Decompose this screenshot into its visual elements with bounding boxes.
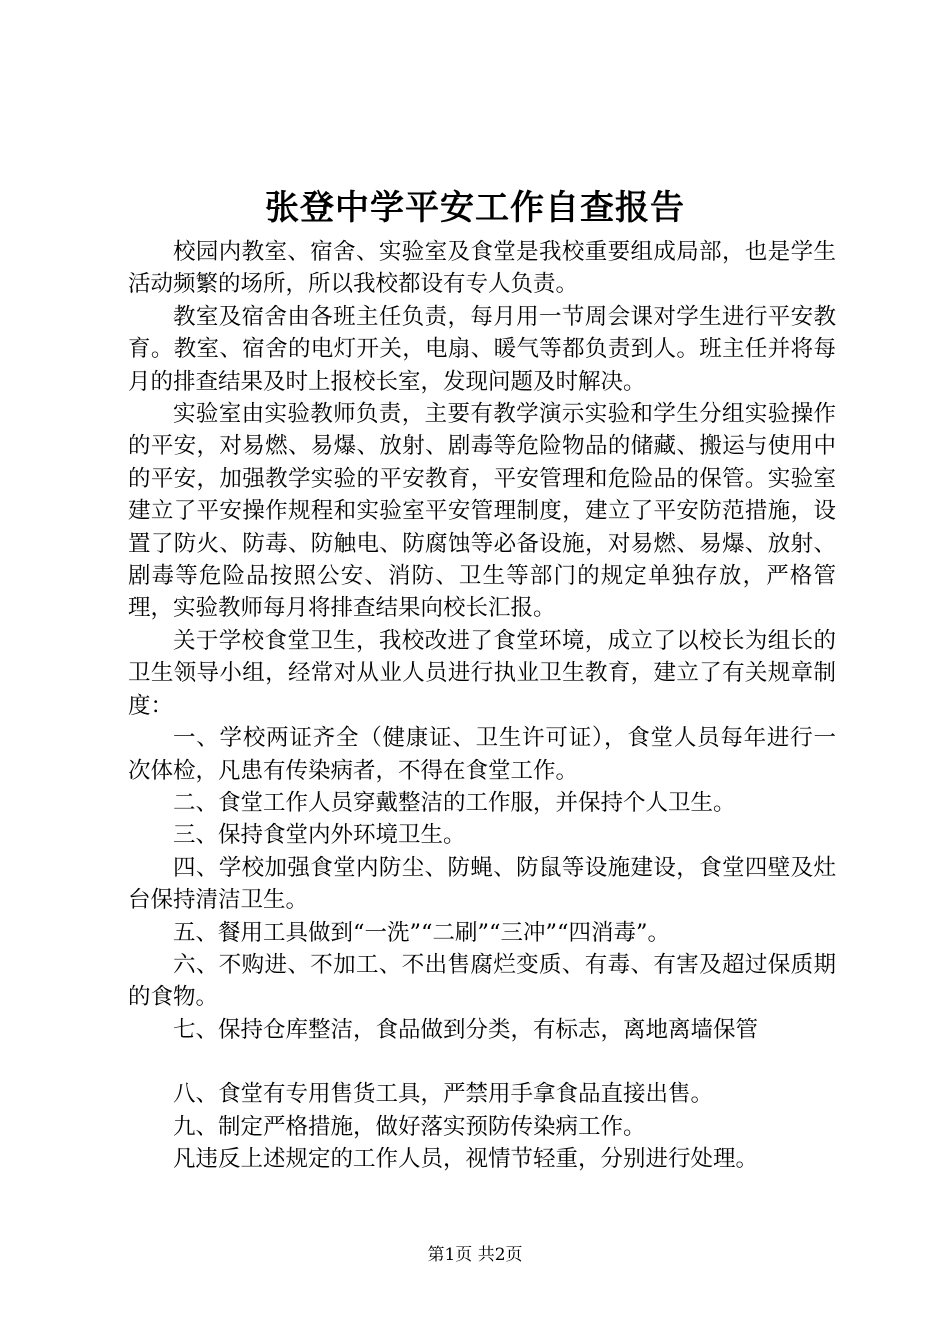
rule-item-5: 五、餐用工具做到“一洗”“二刷”“三冲”“四消毒”。: [173, 919, 671, 946]
paragraph-canteen: 关于学校食堂卫生，我校改进了食堂环境，成立了以校长为组长的卫生领导小组，经常对从业人员进行执业卫生教育，建立了有关规章制度：: [128, 627, 836, 719]
rule-item-2: 二、食堂工作人员穿戴整洁的工作服，并保持个人卫生。: [173, 789, 736, 816]
paragraph-laboratory: 实验室由实验教师负责，主要有教学演示实验和学生分组实验操作的平安，对易燃、易爆、放射、剧毒等危险物品的储藏、搬运与使用中的平安，加强教学实验的平安教育，平安管理和危险品的保管。实验室建立了平安操作规程和实验室平安管理制度，建立了平安防范措施，设置了防火、防毒、防触电、防腐蚀等必备设施，对易燃、易爆、放射、剧毒等危险品按照公安、消防、卫生等部门的规定单独存放，严格管理，实验教师每月将排查结果向校长汇报。: [128, 401, 836, 622]
paragraph-intro: 校园内教室、宿舍、实验室及食堂是我校重要组成局部，也是学生活动频繁的场所，所以我校都设有专人负责。: [128, 239, 836, 298]
page-number-footer: 第1页 共2页: [427, 1245, 523, 1265]
blank-line: [128, 1046, 836, 1078]
rule-item-7: 七、保持仓库整洁，食品做到分类，有标志，离地离墙保管: [173, 1016, 759, 1043]
rule-item-4: 四、学校加强食堂内防尘、防蝇、防鼠等设施建设，食堂四壁及灶台保持清洁卫生。: [128, 854, 836, 914]
document-body: [128, 236, 836, 1175]
paragraph-classroom: 教室及宿舍由各班主任负责，每月用一节周会课对学生进行平安教育。教室、宿舍的电灯开关，电扇、暖气等都负责到人。班主任并将每月的排查结果及时上报校长室，发现问题及时解决。: [128, 303, 836, 395]
rule-item-6: 六、不购进、不加工、不出售腐烂变质、有毒、有害及超过保质期的食物。: [128, 951, 836, 1011]
paragraph-closing: 凡违反上述规定的工作人员，视情节轻重，分别进行处理。: [173, 1145, 759, 1172]
rule-item-9: 九、制定严格措施，做好落实预防传染病工作。: [173, 1113, 646, 1140]
rule-item-3: 三、保持食堂内外环境卫生。: [173, 822, 466, 849]
rule-item-8: 八、食堂有专用售货工具，严禁用手拿食品直接出售。: [173, 1081, 714, 1108]
rule-item-1: 一、学校两证齐全（健康证、卫生许可证），食堂人员每年进行一次体检，凡患有传染病者，不得在食堂工作。: [128, 725, 836, 784]
document-title: 张登中学平安工作自查报告: [265, 188, 685, 228]
